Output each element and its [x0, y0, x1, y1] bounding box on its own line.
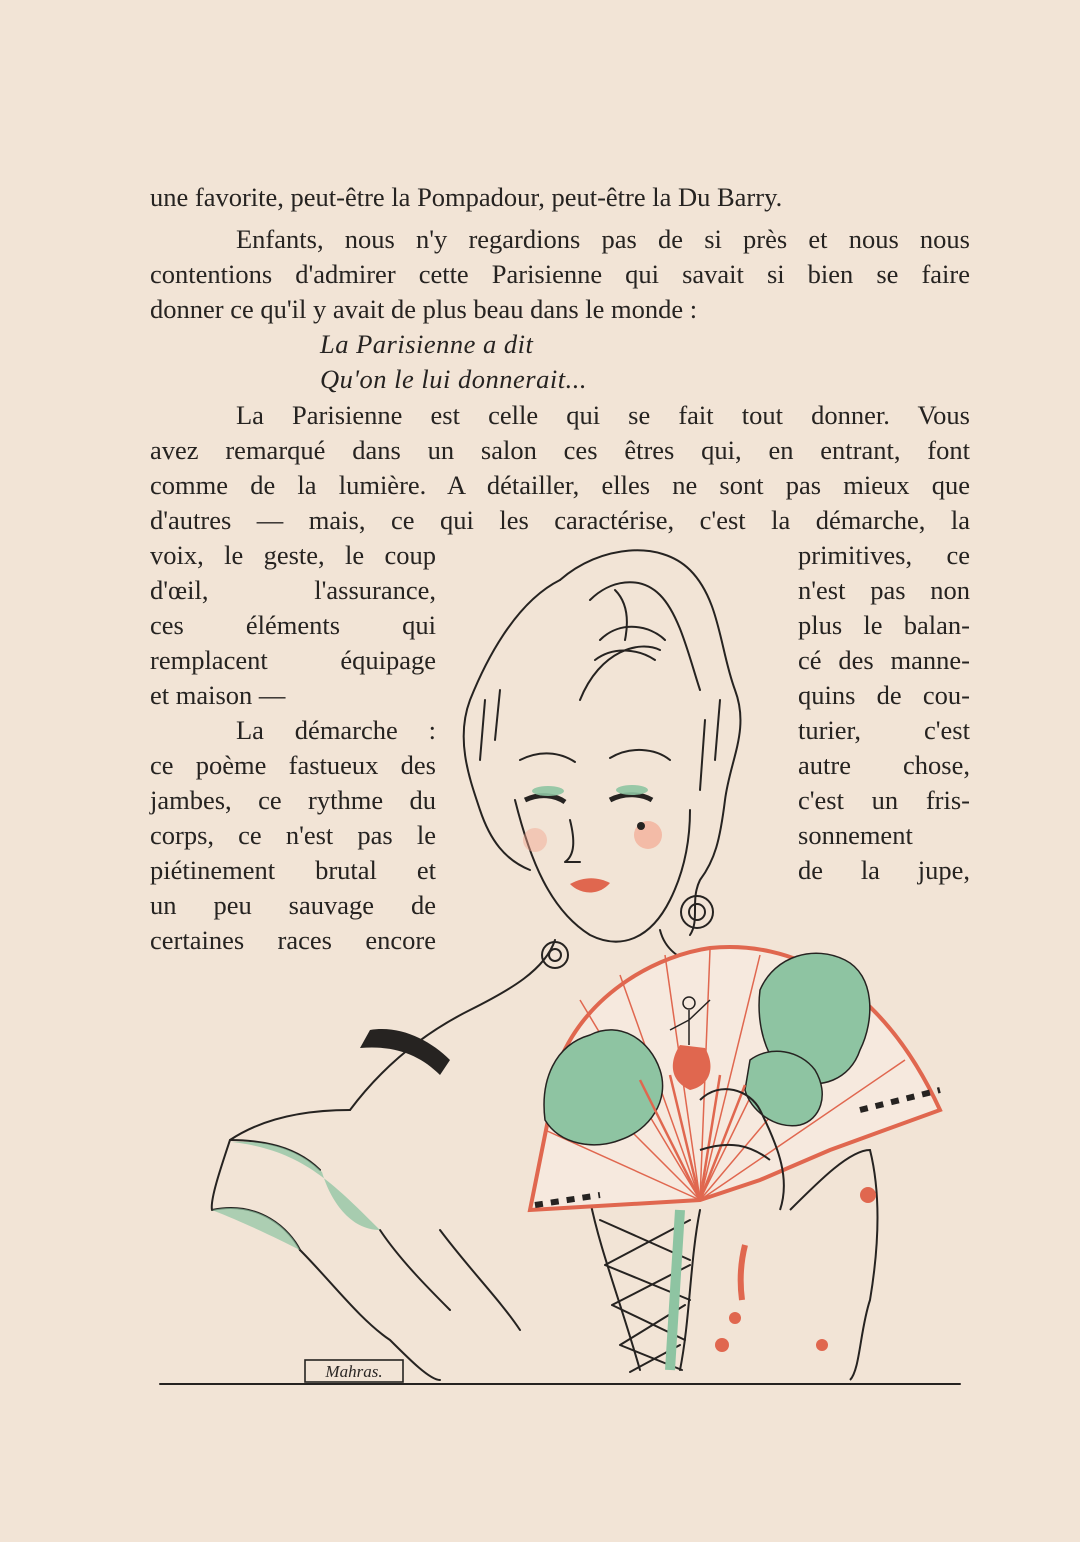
right-column-line: de la jupe, [798, 855, 970, 885]
left-column-line: un peu sauvage de [150, 890, 436, 920]
artist-signature: Mahras. [325, 1362, 383, 1381]
paragraph-3-line-4: d'autres — mais, ce qui les caractérise, c'est la démarche, la [150, 505, 970, 535]
left-text-column [150, 538, 436, 958]
right-column-line: cé des manne- [798, 645, 970, 675]
left-column-line: et maison — [150, 680, 286, 710]
right-column-line: n'est pas non [798, 575, 970, 605]
hair-outline [560, 550, 740, 935]
signature-box [305, 1360, 403, 1382]
left-column-line: voix, le geste, le coup [150, 540, 436, 570]
left-column-line: corps, ce n'est pas le [150, 820, 436, 850]
paragraph-3-line-1: La Parisienne est celle qui se fait tout donner. Vous [236, 400, 970, 430]
paragraph-2-line-3: donner ce qu'il y avait de plus beau dans le monde : [150, 294, 698, 324]
left-column-line: La démarche : [236, 715, 436, 745]
left-column-line: ces éléments qui [150, 610, 436, 640]
right-column-line: sonnement [798, 820, 913, 850]
left-column-line: piétinement brutal et [150, 855, 436, 885]
left-column-line: remplacent équipage [150, 645, 436, 675]
fan-illustration [530, 947, 940, 1370]
face-outline [515, 800, 690, 942]
right-column-line: autre chose, [798, 750, 970, 780]
right-column-line: quins de cou- [798, 680, 970, 710]
verse-line-2: Qu'on le lui donnerait... [320, 364, 587, 394]
left-column-line: ce poème fastueux des [150, 750, 436, 780]
paragraph-2-line-2: contentions d'admirer cette Parisienne qui savait si bien se faire [150, 259, 970, 289]
right-text-column [798, 538, 970, 888]
left-column-line: d'œil, l'assurance, [150, 575, 436, 605]
left-column-line: certaines races encore [150, 925, 436, 955]
paragraph-1-line-1: une favorite, peut-être la Pompadour, peut-être la Du Barry. [150, 182, 783, 212]
right-column-line: turier, c'est [798, 715, 970, 745]
paragraph-3-line-3: comme de la lumière. A détailler, elles ne sont pas mieux que [150, 470, 970, 500]
left-column-line: jambes, ce rythme du [150, 785, 436, 815]
paragraph-2-line-1: Enfants, nous n'y regardions pas de si près et nous nous [236, 224, 970, 254]
right-column-line: c'est un fris- [798, 785, 970, 815]
paragraph-3-line-2: avez remarqué dans un salon ces êtres qui, en entrant, font [150, 435, 970, 465]
right-column-line: primitives, ce [798, 540, 970, 570]
right-column-line: plus le balan- [798, 610, 970, 640]
verse-line-1: La Parisienne a dit [320, 329, 534, 359]
